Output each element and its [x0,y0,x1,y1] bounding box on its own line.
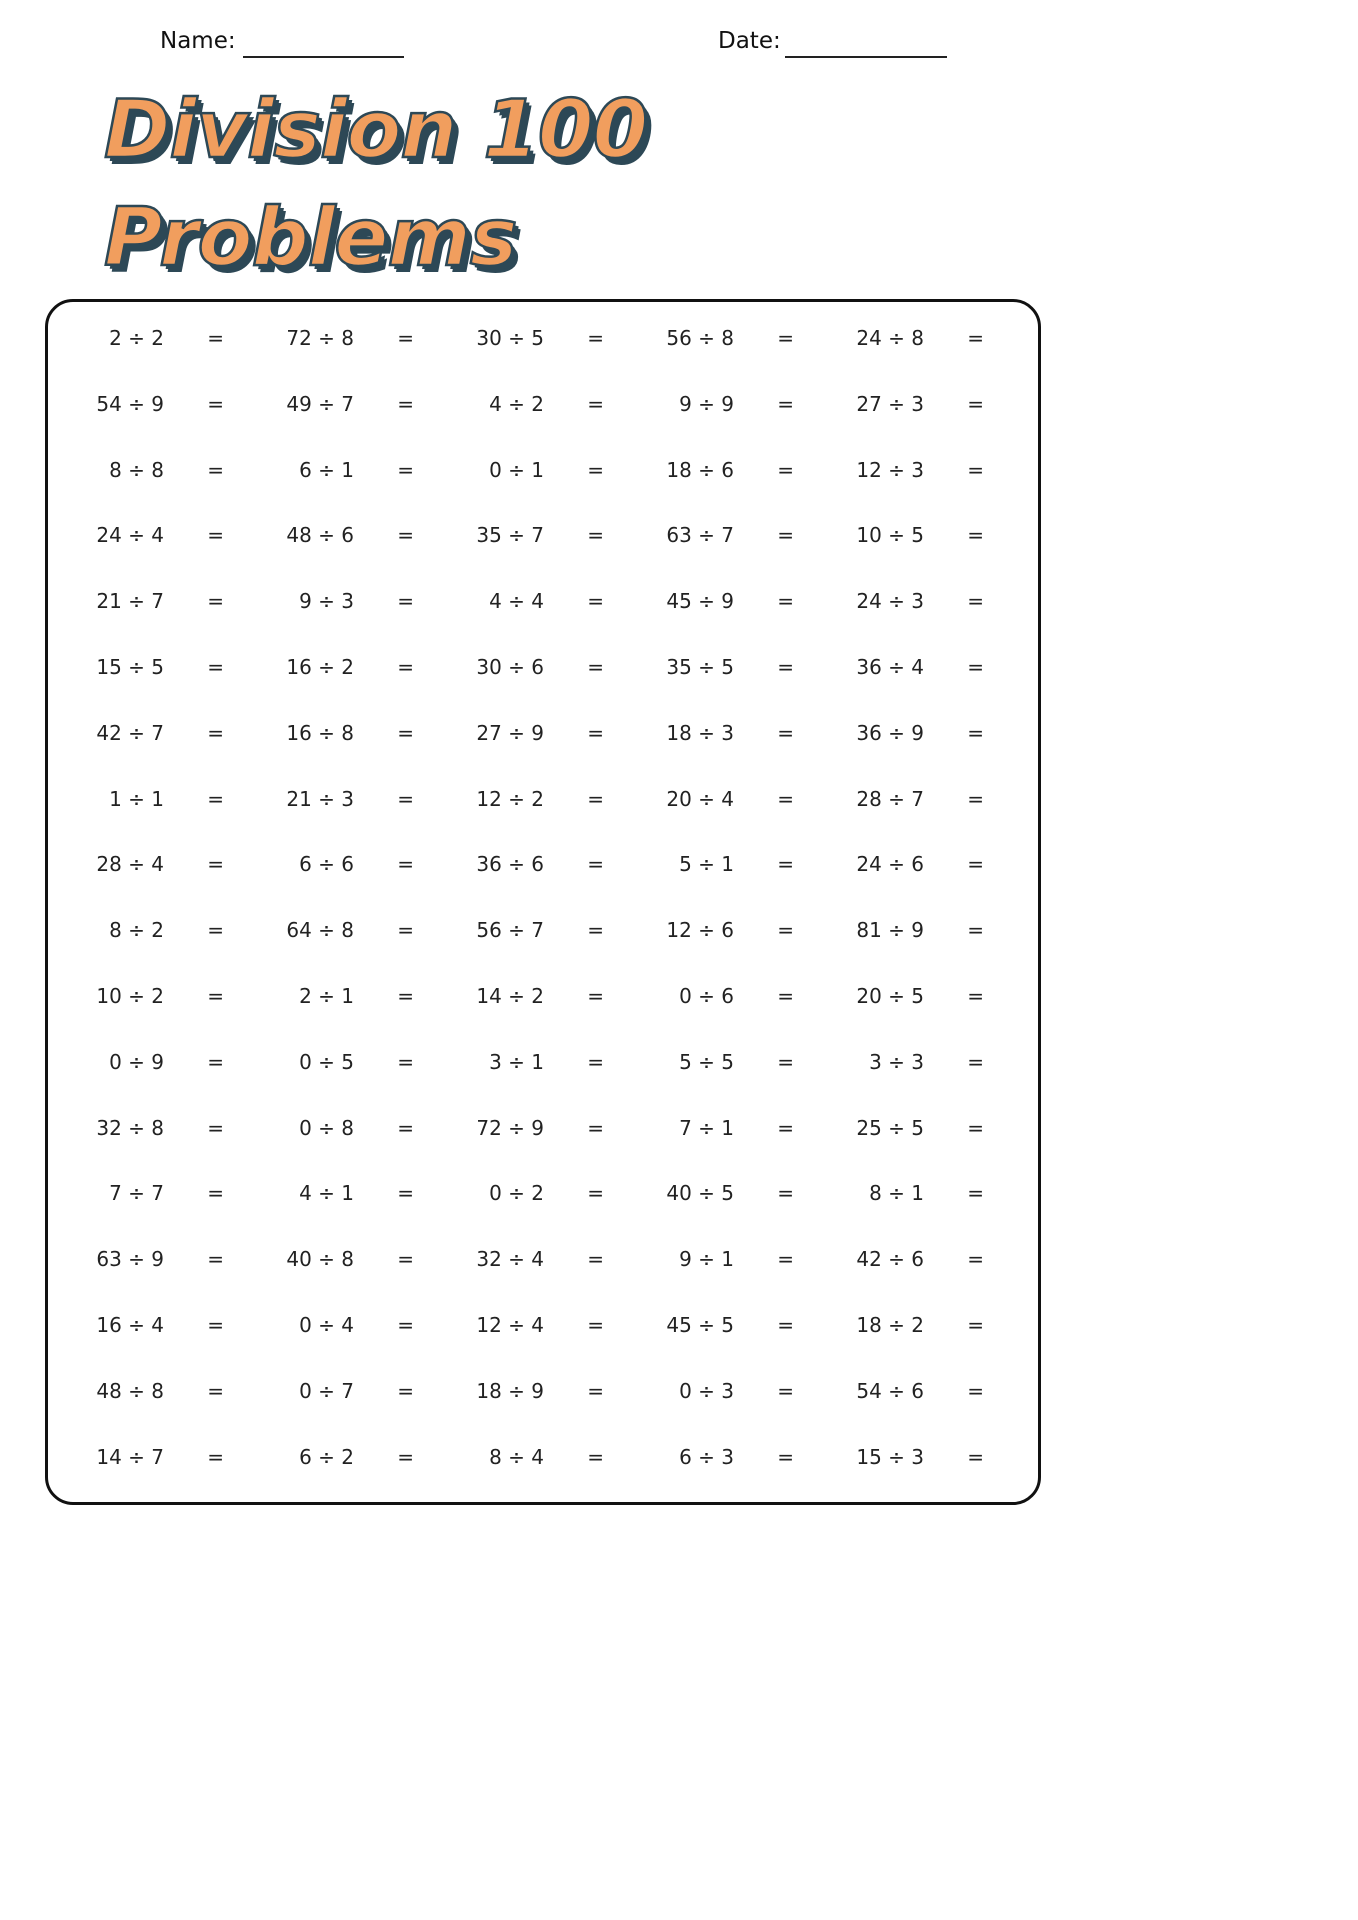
equals-sign: = [207,1049,224,1074]
division-problem [264,1247,414,1277]
equals-sign: = [397,457,414,482]
problem-expression: 14 ÷ 7 [96,1444,164,1469]
division-problem [264,1379,414,1409]
division-problem [644,918,794,948]
division-problem [264,721,414,751]
equals-sign: = [777,852,794,877]
problem-expression: 0 ÷ 7 [299,1378,354,1403]
division-problem [644,1379,794,1409]
equals-sign: = [967,523,984,548]
equals-sign: = [397,1444,414,1469]
problem-expression: 8 ÷ 2 [109,918,164,943]
problem-expression: 32 ÷ 4 [476,1247,544,1272]
equals-sign: = [207,1313,224,1337]
division-problem [454,852,604,882]
division-problem [644,655,794,685]
division-problem [264,1050,414,1080]
equals-sign: = [587,589,604,614]
problem-expression: 10 ÷ 5 [856,523,924,548]
division-problem [834,655,984,685]
equals-sign: = [397,1115,414,1140]
problem-expression: 24 ÷ 6 [856,852,924,877]
problem-expression: 36 ÷ 4 [856,655,924,679]
division-problem [454,1379,604,1409]
problem-expression: 28 ÷ 4 [96,852,164,877]
problem-expression: 3 ÷ 1 [489,1049,544,1074]
equals-sign: = [777,326,794,350]
equals-sign: = [207,1115,224,1140]
problem-expression: 8 ÷ 4 [489,1444,544,1469]
division-problem [834,458,984,488]
problem-expression: 24 ÷ 4 [96,523,164,548]
equals-sign: = [587,1378,604,1403]
name-line[interactable] [243,56,404,58]
division-problem [454,655,604,685]
division-problem [74,1116,224,1146]
problem-expression: 0 ÷ 8 [299,1115,354,1140]
equals-sign: = [967,786,984,811]
problem-expression: 8 ÷ 1 [869,1181,924,1206]
equals-sign: = [207,1378,224,1403]
equals-sign: = [967,326,984,350]
problem-box [45,299,1041,1505]
division-problem [644,721,794,751]
division-problem [454,1247,604,1277]
division-problem [74,1379,224,1409]
problem-expression: 16 ÷ 8 [286,720,354,745]
problem-expression: 12 ÷ 4 [476,1313,544,1337]
equals-sign: = [777,720,794,745]
problem-expression: 6 ÷ 3 [679,1444,734,1469]
equals-sign: = [207,918,224,943]
problem-expression: 9 ÷ 3 [299,589,354,614]
division-problem [454,918,604,948]
problem-expression: 20 ÷ 4 [666,786,734,811]
problem-expression: 4 ÷ 1 [299,1181,354,1206]
division-problem [454,1445,604,1475]
equals-sign: = [967,1115,984,1140]
problem-expression: 63 ÷ 9 [96,1247,164,1272]
problem-expression: 9 ÷ 1 [679,1247,734,1272]
equals-sign: = [967,1181,984,1206]
problem-expression: 40 ÷ 5 [666,1181,734,1206]
equals-sign: = [967,720,984,745]
problem-expression: 16 ÷ 4 [96,1313,164,1337]
division-problem [834,392,984,422]
division-problem [834,1116,984,1146]
problem-expression: 45 ÷ 5 [666,1313,734,1337]
division-problem [834,721,984,751]
equals-sign: = [397,1378,414,1403]
equals-sign: = [777,1313,794,1337]
division-problem [74,721,224,751]
problem-expression: 7 ÷ 1 [679,1115,734,1140]
division-problem [644,1116,794,1146]
problem-expression: 4 ÷ 2 [489,391,544,416]
equals-sign: = [777,655,794,679]
division-problem [834,1050,984,1080]
problem-expression: 18 ÷ 6 [666,457,734,482]
equals-sign: = [397,852,414,877]
division-problem [264,458,414,488]
problem-expression: 0 ÷ 1 [489,457,544,482]
division-problem [454,984,604,1014]
division-problem [834,1181,984,1211]
date-line[interactable] [785,56,947,58]
problem-expression: 42 ÷ 7 [96,720,164,745]
equals-sign: = [587,523,604,548]
equals-sign: = [207,655,224,679]
equals-sign: = [587,852,604,877]
division-problem [74,1313,224,1343]
division-problem [74,984,224,1014]
equals-sign: = [397,1247,414,1272]
problem-expression: 54 ÷ 9 [96,391,164,416]
problem-expression: 25 ÷ 5 [856,1115,924,1140]
equals-sign: = [967,852,984,877]
division-problem [264,589,414,619]
equals-sign: = [967,918,984,943]
problem-expression: 45 ÷ 9 [666,589,734,614]
problem-expression: 48 ÷ 8 [96,1378,164,1403]
division-problem [74,392,224,422]
division-problem [644,589,794,619]
equals-sign: = [587,655,604,679]
problem-expression: 5 ÷ 1 [679,852,734,877]
problem-expression: 15 ÷ 3 [856,1444,924,1469]
equals-sign: = [397,1181,414,1206]
problem-expression: 81 ÷ 9 [856,918,924,943]
problem-expression: 2 ÷ 2 [109,326,164,350]
division-problem [264,852,414,882]
equals-sign: = [967,655,984,679]
equals-sign: = [777,1049,794,1074]
equals-sign: = [777,391,794,416]
problem-expression: 40 ÷ 8 [286,1247,354,1272]
division-problem [834,918,984,948]
problem-expression: 56 ÷ 7 [476,918,544,943]
problem-expression: 24 ÷ 3 [856,589,924,614]
division-problem [644,984,794,1014]
problem-expression: 16 ÷ 2 [286,655,354,679]
division-problem [74,589,224,619]
equals-sign: = [587,1115,604,1140]
problem-expression: 30 ÷ 5 [476,326,544,350]
equals-sign: = [967,1247,984,1272]
division-problem [74,326,224,356]
problem-expression: 63 ÷ 7 [666,523,734,548]
equals-sign: = [397,391,414,416]
equals-sign: = [207,523,224,548]
problem-expression: 36 ÷ 6 [476,852,544,877]
division-problem [74,852,224,882]
division-problem [454,721,604,751]
problem-expression: 54 ÷ 6 [856,1378,924,1403]
division-problem [454,787,604,817]
problem-expression: 27 ÷ 9 [476,720,544,745]
division-problem [74,1050,224,1080]
division-problem [644,852,794,882]
equals-sign: = [967,589,984,614]
equals-sign: = [207,786,224,811]
equals-sign: = [207,1444,224,1469]
division-problem [74,458,224,488]
problem-expression: 1 ÷ 1 [109,786,164,811]
problem-expression: 0 ÷ 5 [299,1049,354,1074]
equals-sign: = [397,720,414,745]
problem-expression: 21 ÷ 7 [96,589,164,614]
problem-expression: 0 ÷ 4 [299,1313,354,1337]
division-problem [834,1445,984,1475]
equals-sign: = [397,918,414,943]
division-problem [264,1116,414,1146]
division-problem [264,655,414,685]
equals-sign: = [777,1247,794,1272]
equals-sign: = [777,1444,794,1469]
problem-expression: 35 ÷ 5 [666,655,734,679]
division-problem [834,589,984,619]
equals-sign: = [967,391,984,416]
problem-expression: 27 ÷ 3 [856,391,924,416]
problem-expression: 10 ÷ 2 [96,984,164,1008]
division-problem [454,1181,604,1211]
equals-sign: = [777,589,794,614]
problem-expression: 6 ÷ 2 [299,1444,354,1469]
equals-sign: = [587,1181,604,1206]
equals-sign: = [207,984,224,1008]
problem-expression: 12 ÷ 2 [476,786,544,811]
problem-expression: 0 ÷ 2 [489,1181,544,1206]
equals-sign: = [397,984,414,1008]
equals-sign: = [587,1049,604,1074]
equals-sign: = [587,1313,604,1337]
worksheet-title-line-2: Problems [104,191,517,284]
equals-sign: = [967,1444,984,1469]
equals-sign: = [777,786,794,811]
problem-expression: 0 ÷ 9 [109,1049,164,1074]
division-problem [834,1379,984,1409]
equals-sign: = [587,918,604,943]
problem-expression: 24 ÷ 8 [856,326,924,350]
equals-sign: = [777,457,794,482]
division-problem [454,326,604,356]
division-problem [644,1181,794,1211]
equals-sign: = [397,589,414,614]
problem-expression: 0 ÷ 3 [679,1378,734,1403]
division-problem [644,1050,794,1080]
division-problem [834,852,984,882]
division-problem [74,523,224,553]
division-problem [264,1313,414,1343]
equals-sign: = [967,984,984,1008]
division-problem [644,392,794,422]
division-problem [264,326,414,356]
problem-expression: 8 ÷ 8 [109,457,164,482]
problem-expression: 12 ÷ 3 [856,457,924,482]
problem-expression: 72 ÷ 9 [476,1115,544,1140]
problem-expression: 32 ÷ 8 [96,1115,164,1140]
equals-sign: = [967,1378,984,1403]
equals-sign: = [207,720,224,745]
division-problem [454,458,604,488]
equals-sign: = [587,984,604,1008]
division-problem [74,655,224,685]
worksheet-title-line-1: Division 100 [104,83,648,176]
division-problem [644,1445,794,1475]
equals-sign: = [207,1181,224,1206]
equals-sign: = [587,1247,604,1272]
equals-sign: = [587,391,604,416]
equals-sign: = [397,1049,414,1074]
date-label: Date: [718,28,781,54]
division-problem [834,787,984,817]
equals-sign: = [397,786,414,811]
equals-sign: = [397,523,414,548]
problem-expression: 6 ÷ 6 [299,852,354,877]
equals-sign: = [777,523,794,548]
equals-sign: = [777,1378,794,1403]
division-problem [834,326,984,356]
equals-sign: = [777,918,794,943]
problem-expression: 72 ÷ 8 [286,326,354,350]
equals-sign: = [967,1313,984,1337]
division-problem [834,523,984,553]
division-problem [74,787,224,817]
problem-expression: 35 ÷ 7 [476,523,544,548]
division-problem [644,523,794,553]
division-problem [454,523,604,553]
equals-sign: = [587,457,604,482]
problem-expression: 5 ÷ 5 [679,1049,734,1074]
division-problem [834,1313,984,1343]
equals-sign: = [397,655,414,679]
problem-expression: 9 ÷ 9 [679,391,734,416]
equals-sign: = [207,589,224,614]
problem-expression: 64 ÷ 8 [286,918,354,943]
problem-expression: 15 ÷ 5 [96,655,164,679]
division-problem [264,984,414,1014]
division-problem [454,1116,604,1146]
problem-expression: 49 ÷ 7 [286,391,354,416]
problem-expression: 12 ÷ 6 [666,918,734,943]
division-problem [264,1445,414,1475]
equals-sign: = [207,852,224,877]
problem-expression: 14 ÷ 2 [476,984,544,1008]
problem-expression: 18 ÷ 3 [666,720,734,745]
equals-sign: = [587,326,604,350]
division-problem [454,392,604,422]
problem-expression: 56 ÷ 8 [666,326,734,350]
problem-expression: 28 ÷ 7 [856,786,924,811]
equals-sign: = [967,1049,984,1074]
problem-expression: 3 ÷ 3 [869,1049,924,1074]
problem-expression: 30 ÷ 6 [476,655,544,679]
division-problem [644,458,794,488]
problem-expression: 18 ÷ 9 [476,1378,544,1403]
division-problem [264,523,414,553]
division-problem [454,1050,604,1080]
division-problem [644,1313,794,1343]
division-problem [834,984,984,1014]
equals-sign: = [587,786,604,811]
name-label: Name: [160,28,236,54]
equals-sign: = [587,1444,604,1469]
problem-expression: 42 ÷ 6 [856,1247,924,1272]
equals-sign: = [397,1313,414,1337]
equals-sign: = [587,720,604,745]
equals-sign: = [967,457,984,482]
problem-expression: 20 ÷ 5 [856,984,924,1008]
division-problem [74,1445,224,1475]
division-problem [644,787,794,817]
division-problem [644,1247,794,1277]
equals-sign: = [207,1247,224,1272]
division-problem [264,918,414,948]
problem-expression: 36 ÷ 9 [856,720,924,745]
equals-sign: = [777,984,794,1008]
equals-sign: = [207,326,224,350]
equals-sign: = [397,326,414,350]
equals-sign: = [207,457,224,482]
equals-sign: = [777,1181,794,1206]
equals-sign: = [777,1115,794,1140]
division-problem [264,392,414,422]
problem-expression: 2 ÷ 1 [299,984,354,1008]
problem-expression: 7 ÷ 7 [109,1181,164,1206]
problem-expression: 6 ÷ 1 [299,457,354,482]
problem-expression: 4 ÷ 4 [489,589,544,614]
division-problem [74,1181,224,1211]
division-problem [834,1247,984,1277]
equals-sign: = [207,391,224,416]
problem-expression: 21 ÷ 3 [286,786,354,811]
division-problem [74,918,224,948]
division-problem [454,589,604,619]
division-problem [264,1181,414,1211]
problem-expression: 18 ÷ 2 [856,1313,924,1337]
problem-expression: 0 ÷ 6 [679,984,734,1008]
division-problem [644,326,794,356]
division-problem [264,787,414,817]
division-problem [74,1247,224,1277]
problem-expression: 48 ÷ 6 [286,523,354,548]
division-problem [454,1313,604,1343]
